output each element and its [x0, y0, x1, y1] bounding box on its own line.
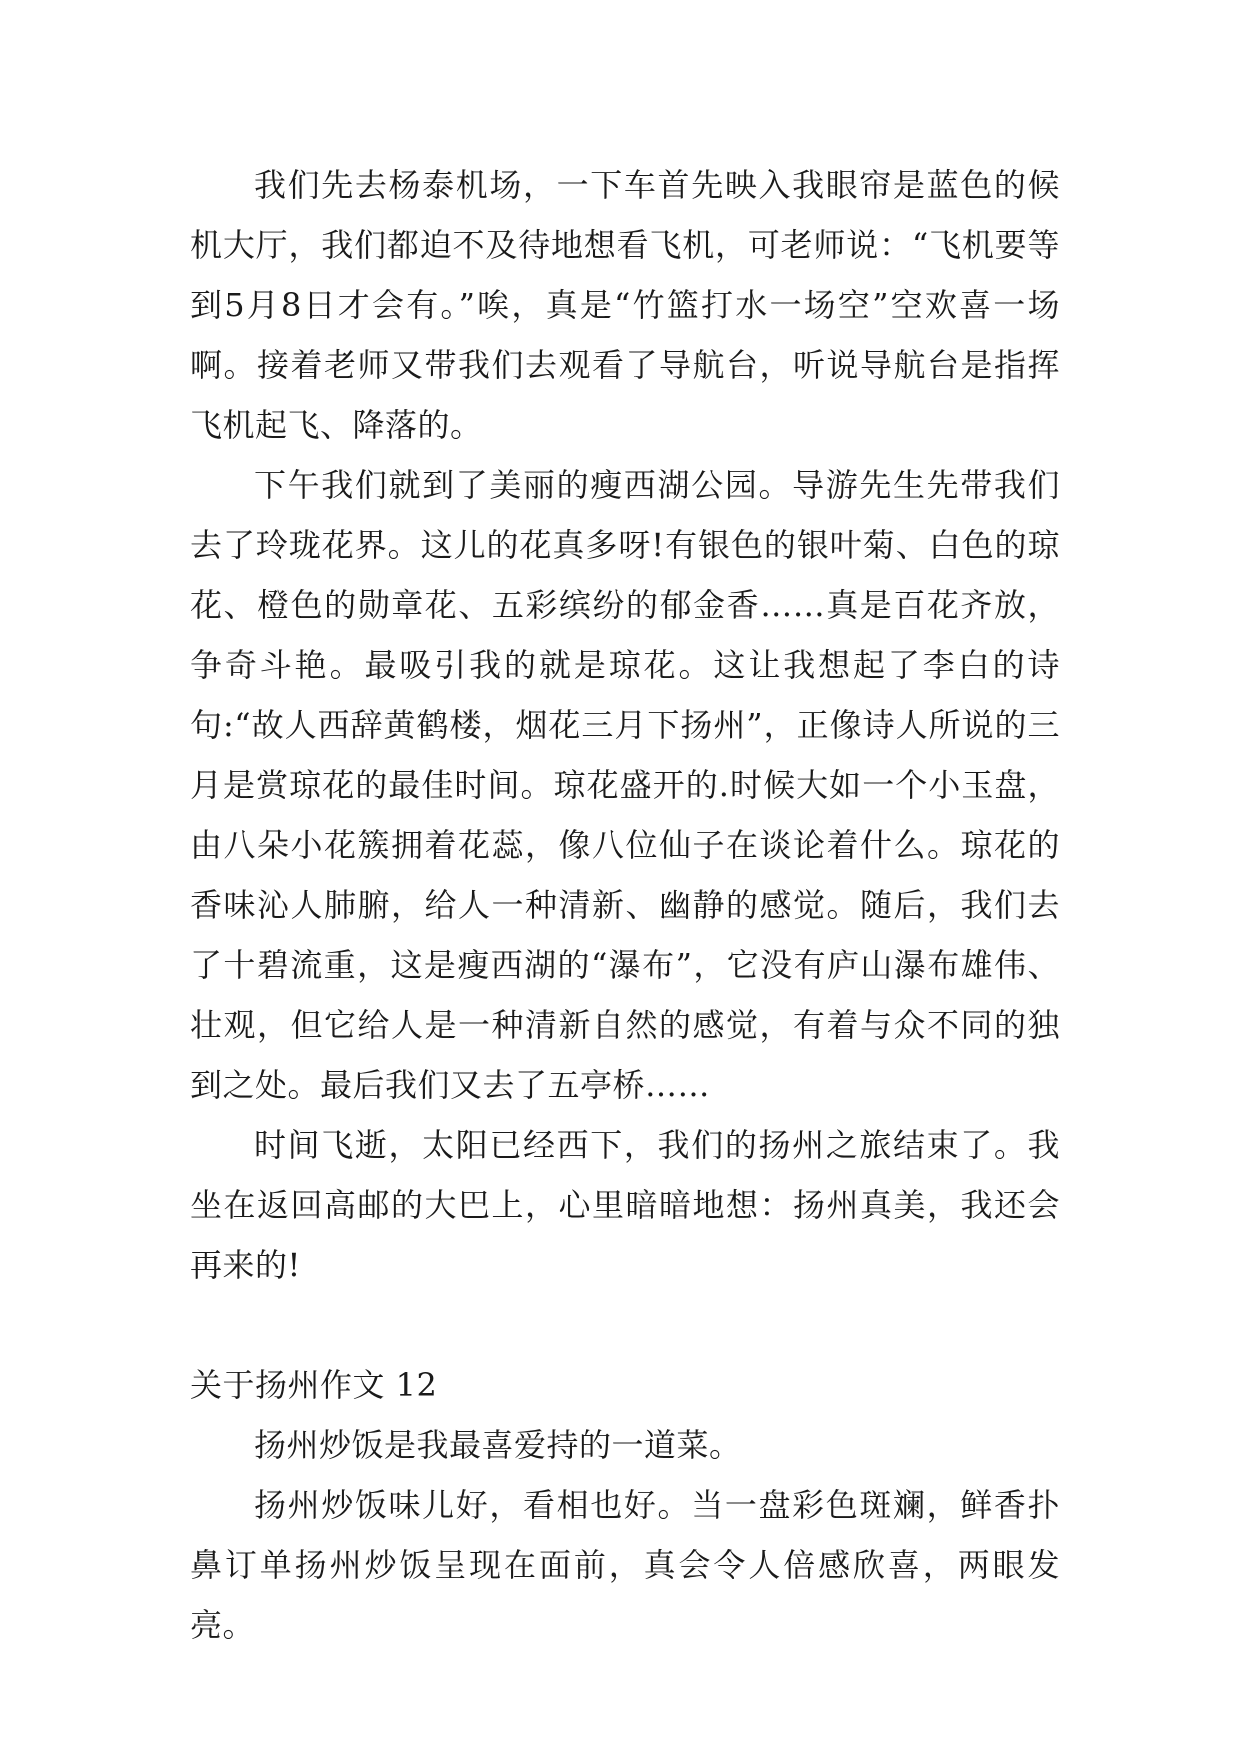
- paragraph-fried-rice-description: 扬州炒饭味儿好，看相也好。当一盘彩色斑斓，鲜香扑鼻订单扬州炒饭呈现在面前，真会令人倍感欣喜，两眼发亮。: [190, 1486, 1060, 1644]
- document-body: [190, 155, 1060, 1655]
- paragraph-fried-rice-intro: 扬州炒饭是我最喜爱持的一道菜。: [254, 1426, 742, 1464]
- section-heading: 关于扬州作文 12: [190, 1366, 438, 1404]
- paragraph-slender-west-lake: 下午我们就到了美丽的瘦西湖公园。导游先生先带我们去了玲珑花界。这儿的花真多呀!有银色的银叶菊、白色的琼花、橙色的勋章花、五彩缤纷的郁金香……真是百花齐放，争奇斗艳。最吸引我的就是琼花。这让我想起了李白的诗句:“故人西辞黄鹤楼，烟花三月下扬州”，正像诗人所说的三月是赏琼花的最佳时间。琼花盛开的.时候大如一个小玉盘，由八朵小花簇拥着花蕊，像八位仙子在谈论着什么。琼花的香味沁人肺腑，给人一种清新、幽静的感觉。随后，我们去了十碧流重，这是瘦西湖的“瀑布”，它没有庐山瀑布雄伟、壮观，但它给人是一种清新自然的感觉，有着与众不同的独到之处。最后我们又去了五亭桥……: [190, 466, 1060, 1104]
- paragraph-airport: 我们先去杨泰机场，一下车首先映入我眼帘是蓝色的候机大厅，我们都迫不及待地想看飞机，可老师说：“飞机要等到5月8日才会有。”唉，真是“竹篮打水一场空”空欢喜一场啊。接着老师又带我们去观看了导航台，听说导航台是指挥飞机起飞、降落的。: [190, 166, 1060, 444]
- paragraph-trip-end: 时间飞逝，太阳已经西下，我们的扬州之旅结束了。我坐在返回高邮的大巴上，心里暗暗地想：扬州真美，我还会再来的!: [190, 1126, 1060, 1284]
